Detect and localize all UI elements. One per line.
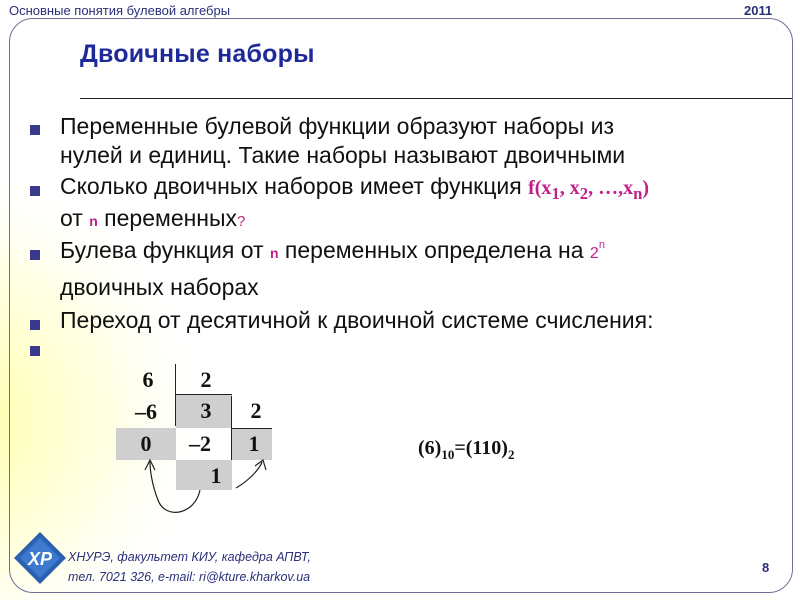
slide-title: Двоичные наборы	[80, 40, 315, 68]
variable-n: n	[269, 245, 279, 261]
header-year: 2011	[744, 3, 773, 18]
bullet-2-text: Сколько двоичных наборов имеет функция	[60, 173, 529, 199]
divisor: 2	[200, 367, 212, 392]
variable-n: n	[89, 213, 98, 229]
quotient: 3	[200, 398, 212, 423]
bullet-3-line-1: Булева функция от n переменных определена на 2$^n$	[60, 237, 605, 263]
power-of-two: 2$^n$	[589, 239, 605, 262]
university-logo-icon	[12, 530, 68, 586]
function-notation: $f(x_1$, $x_2$, $\dots,x_n$)	[528, 177, 650, 203]
bullet-1-line-2: нулей и единиц. Такие наборы называют двоичными	[60, 142, 626, 168]
remainder: 1	[248, 431, 260, 456]
dividend: 6	[142, 367, 154, 392]
bullet-4-line-1: Переход от десятичной к двоичной системе счисления:	[60, 307, 654, 333]
question-mark: ?	[237, 213, 246, 230]
final-quotient: 1	[210, 463, 222, 488]
page-number: 8	[762, 560, 770, 575]
conversion-result: $(6)_{10}=(110)_2$	[418, 437, 515, 462]
divisor: 2	[250, 398, 262, 423]
remainder: 0	[140, 431, 152, 456]
footer-line-2: тел. 7021 326, e-mail: ri@kture.kharkov.ua	[68, 570, 311, 584]
subtrahend: –6	[135, 399, 157, 424]
subtrahend: –2	[189, 431, 211, 456]
bullet-2-line-2: от n переменных?	[60, 205, 246, 231]
footer-line-1: ХНУРЭ, факультет КИУ, кафедра АПВТ,	[68, 550, 311, 564]
header-title: Основные понятия булевой алгебры	[9, 3, 231, 18]
svg-text:ХР: ХР	[27, 549, 53, 569]
bullet-1-line-1: Переменные булевой функции образуют наборы из	[60, 113, 614, 139]
footer-contact	[68, 547, 311, 587]
bullet-3-line-2: двоичных наборах	[60, 274, 259, 300]
